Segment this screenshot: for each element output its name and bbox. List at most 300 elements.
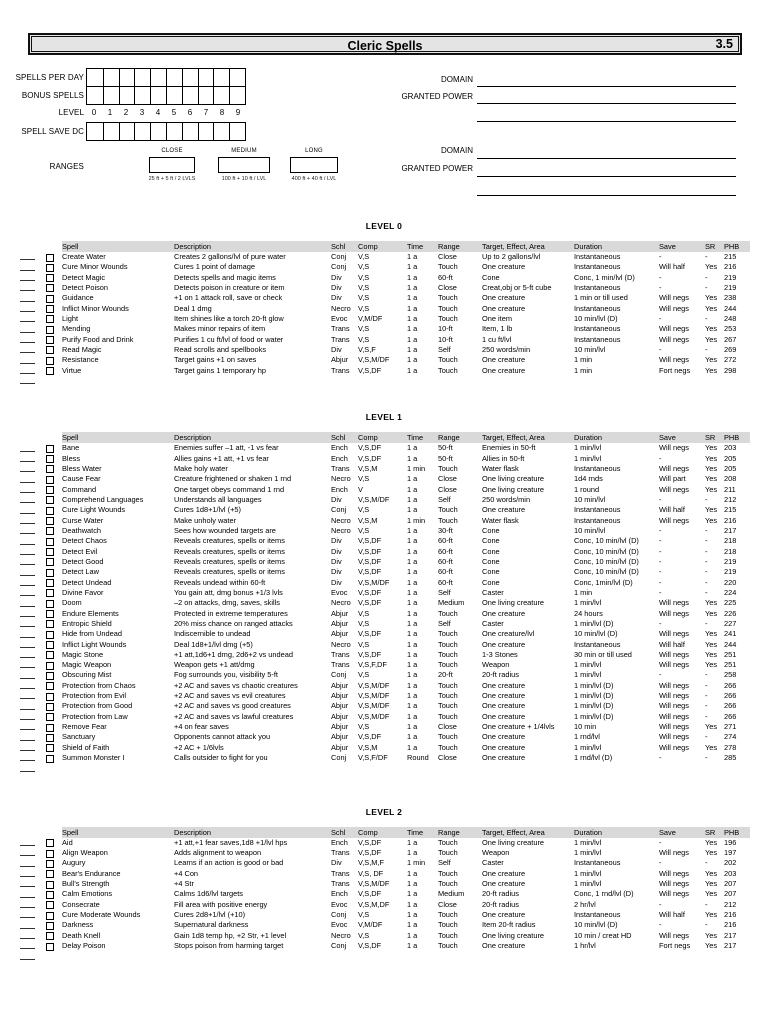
cell-phb: 212 [724,494,737,504]
cell-save: Will negs [659,598,689,608]
cell-comp: V,M/DF [358,313,383,323]
uses-line[interactable] [20,461,35,462]
prepared-checkbox[interactable] [46,367,54,375]
cell-range: Touch [438,639,458,649]
cell-description: Target gains 1 temporary hp [174,365,267,375]
cell-range: Close [438,722,457,732]
bonus-spells-box[interactable] [229,86,245,104]
cell-schl: Div [331,272,342,282]
uses-line[interactable] [20,845,35,846]
bonus-spells-box[interactable] [103,86,119,104]
cell-duration: 1 min/lvl [574,742,602,752]
bonus-spells-box[interactable] [87,86,103,104]
cell-comp: V,S [358,334,370,344]
spell-row [18,660,750,670]
uses-line[interactable] [20,928,35,929]
cell-save: Will negs [659,722,689,732]
prepared-checkbox[interactable] [46,620,54,628]
uses-line[interactable] [20,311,35,312]
uses-line[interactable] [20,688,35,689]
prepared-checkbox[interactable] [46,579,54,587]
cell-time: 1 min [407,858,426,868]
cell-target: Cone [482,272,500,282]
checkbox-cell [44,838,62,848]
prepared-checkbox[interactable] [46,357,54,365]
cell-phb: 216 [724,262,737,272]
spells-per-day-box[interactable] [103,69,119,86]
cell-sr: Yes [705,608,718,618]
cell-schl: Ench [331,484,348,494]
spell-save-dc-box[interactable] [134,123,150,140]
spell-save-dc-box[interactable] [213,123,229,140]
cell-comp: V,S [358,525,370,535]
cell-sr: Yes [705,463,718,473]
checkbox-cell [44,443,62,453]
cell-phb: 218 [724,536,737,546]
prepared-checkbox[interactable] [46,631,54,639]
granted-power-line[interactable] [477,121,736,122]
prepared-checkbox[interactable] [46,860,54,868]
prepared-checkbox[interactable] [46,713,54,721]
uses-line[interactable] [20,363,35,364]
prepared-checkbox[interactable] [46,445,54,453]
cell-description: Indiscernible to undead [174,629,251,639]
prepared-checkbox[interactable] [46,558,54,566]
spell-tables [18,221,750,962]
prepared-checkbox[interactable] [46,943,54,951]
uses-line[interactable] [20,647,35,648]
prepared-checkbox[interactable] [46,284,54,292]
prepared-checkbox[interactable] [46,305,54,313]
cell-phb: 253 [724,324,737,334]
cell-schl: Div [331,556,342,566]
cell-target: Weapon [482,660,510,670]
uses-line[interactable] [20,342,35,343]
prepared-checkbox[interactable] [46,891,54,899]
cell-sr: - [705,577,708,587]
spells-per-day-box[interactable] [166,69,182,86]
uses-line[interactable] [20,616,35,617]
uses-line[interactable] [20,595,35,596]
prepared-checkbox[interactable] [46,589,54,597]
cell-schl: Conj [331,505,347,515]
uses-line[interactable] [20,373,35,374]
cell-target: Cone [482,546,500,556]
checkbox-cell [44,701,62,711]
cell-comp: V,S,DF [358,649,382,659]
prepared-checkbox[interactable] [46,734,54,742]
cell-comp: V,S,DF [358,587,382,597]
prepared-checkbox[interactable] [46,326,54,334]
prepared-checkbox[interactable] [46,496,54,504]
prepared-checkbox[interactable] [46,569,54,577]
uses-line[interactable] [20,482,35,483]
prepared-checkbox[interactable] [46,315,54,323]
bonus-spells-box[interactable] [166,86,182,104]
spells-per-day-box[interactable] [134,69,150,86]
cell-sr: - [705,546,708,556]
bonus-spells-box[interactable] [213,86,229,104]
spells-per-day-box[interactable] [150,69,166,86]
cell-save: - [659,670,662,680]
prepared-checkbox[interactable] [46,538,54,546]
domain-label-2: DOMAIN [441,146,473,155]
cell-duration: Instantaneous [574,252,621,261]
prepared-checkbox[interactable] [46,912,54,920]
cell-comp: V,S [358,303,370,313]
cell-time: 1 a [407,848,418,858]
uses-line[interactable] [20,938,35,939]
cell-time: 1 a [407,660,418,670]
cell-time: 1 a [407,649,418,659]
cell-spell: Shield of Faith [62,742,110,752]
cell-phb: 258 [724,670,737,680]
range-box[interactable] [218,157,270,173]
cell-spell: Create Water [62,252,106,261]
cell-spell: Deathwatch [62,525,102,535]
spell-save-dc-box[interactable] [182,123,198,140]
cell-spell: Detect Poison [62,282,109,292]
uses-line-cell [18,722,44,732]
uses-line[interactable] [20,544,35,545]
uses-line[interactable] [20,533,35,534]
uses-line[interactable] [20,678,35,679]
cell-target: 20-ft radius [482,889,519,899]
uses-line[interactable] [20,740,35,741]
spells-per-day-box[interactable] [229,69,245,86]
uses-line-cell [18,712,44,722]
level-heading: LEVEL 0 [365,221,403,231]
uses-line-cell [18,345,44,355]
cell-save: - [659,556,662,566]
cell-duration: Instantaneous [574,334,621,344]
spells-per-day-box[interactable] [87,69,103,86]
prepared-checkbox[interactable] [46,651,54,659]
granted-power-line[interactable] [477,176,736,177]
uses-line[interactable] [20,301,35,302]
cell-duration: Conc, 1 rnd/lvl (D) [574,889,634,899]
uses-line-cell [18,443,44,453]
uses-line[interactable] [20,729,35,730]
uses-line[interactable] [20,523,35,524]
uses-line-cell [18,743,44,753]
prepared-checkbox[interactable] [46,517,54,525]
uses-line-cell [18,262,44,272]
uses-line[interactable] [20,959,35,960]
cell-description: Supernatural darkness [174,920,249,930]
cell-save: Will negs [659,649,689,659]
cell-save: Will negs [659,711,689,721]
cell-range: Self [438,587,451,597]
spells-per-day-label: SPELLS PER DAY [15,73,84,82]
checkbox-cell [44,858,62,868]
range-formula: 400 ft + 40 ft / LVL [291,176,337,182]
uses-line[interactable] [20,513,35,514]
prepared-checkbox[interactable] [46,932,54,940]
uses-line[interactable] [20,352,35,353]
cell-schl: Trans [331,365,350,375]
granted-power-line[interactable] [477,195,736,196]
uses-line[interactable] [20,667,35,668]
cell-save: Will negs [659,515,689,525]
uses-line[interactable] [20,771,35,772]
cell-target: 20-ft radius [482,899,519,909]
prepared-checkbox[interactable] [46,755,54,763]
bonus-spells-box[interactable] [134,86,150,104]
cell-spell: Bear's Endurance [62,868,121,878]
table-header-row [62,827,750,838]
title-bar-inner [31,36,739,52]
prepared-checkbox[interactable] [46,839,54,847]
cell-phb: 266 [724,691,737,701]
uses-line[interactable] [20,451,35,452]
prepared-checkbox[interactable] [46,346,54,354]
cell-schl: Div [331,282,342,292]
cell-duration: Instantaneous [574,910,621,920]
prepared-checkbox[interactable] [46,274,54,282]
cell-description: Reveals creatures, spells or items [174,546,285,556]
cell-range: Touch [438,711,458,721]
prepared-checkbox[interactable] [46,850,54,858]
cell-target: One creature [482,701,526,711]
cell-range: Touch [438,837,458,847]
cell-phb: 274 [724,732,737,742]
bonus-spells-box[interactable] [198,86,214,104]
prepared-checkbox[interactable] [46,724,54,732]
cell-target: One creature/lvl [482,629,535,639]
cell-range: Touch [438,515,458,525]
cell-duration: Conc, 10 min/lvl (D) [574,556,639,566]
spells-per-day-box[interactable] [198,69,214,86]
uses-line[interactable] [20,719,35,720]
cell-duration: 1 min/lvl [574,670,602,680]
prepared-checkbox[interactable] [46,870,54,878]
uses-line[interactable] [20,866,35,867]
cell-target: One creature [482,262,526,272]
spell-save-dc-box[interactable] [166,123,182,140]
cell-comp: V,S [358,262,370,272]
prepared-checkbox[interactable] [46,682,54,690]
cell-sr: - [705,494,708,504]
prepared-checkbox[interactable] [46,455,54,463]
cell-description: Reveals undead within 60-ft [174,577,266,587]
uses-line[interactable] [20,259,35,260]
uses-line[interactable] [20,492,35,493]
cell-time: 1 a [407,879,418,889]
uses-line[interactable] [20,657,35,658]
spell-save-dc-box[interactable] [87,123,103,140]
prepared-checkbox[interactable] [46,486,54,494]
prepared-checkbox[interactable] [46,672,54,680]
prepared-checkbox[interactable] [46,295,54,303]
cell-sr: - [705,753,708,763]
checkbox-cell [44,920,62,930]
cell-comp: V,S,F,DF [358,660,387,670]
uses-line[interactable] [20,709,35,710]
cell-target: Cone [482,577,500,587]
uses-line[interactable] [20,554,35,555]
level-number: 8 [219,108,225,117]
checkbox-cell [44,516,62,526]
range-box[interactable] [149,157,195,173]
uses-line[interactable] [20,585,35,586]
column-header-save: Save [659,827,676,837]
uses-line[interactable] [20,897,35,898]
prepared-checkbox[interactable] [46,610,54,618]
prepared-checkbox[interactable] [46,744,54,752]
cell-spell: Bless Water [62,463,102,473]
uses-line[interactable] [20,886,35,887]
uses-line[interactable] [20,564,35,565]
cell-phb: 219 [724,567,737,577]
uses-line-cell [18,763,44,773]
uses-line[interactable] [20,270,35,271]
cell-phb: 216 [724,910,737,920]
column-header-phb: PHB [724,242,740,251]
cell-duration: Instantaneous [574,324,621,334]
spell-save-dc-label: SPELL SAVE DC [21,127,84,136]
spell-save-dc-box[interactable] [119,123,135,140]
uses-line[interactable] [20,321,35,322]
cell-spell: Protection from Chaos [62,680,136,690]
uses-line-cell [18,889,44,899]
cell-phb: 267 [724,334,737,344]
prepared-checkbox[interactable] [46,881,54,889]
cell-sr: Yes [705,443,718,453]
uses-line-cell [18,567,44,577]
level-number: 1 [107,108,113,117]
cell-range: 10-ft [438,324,453,334]
spells-per-day-box[interactable] [119,69,135,86]
cell-target: Caster [482,587,504,597]
prepared-checkbox[interactable] [46,336,54,344]
prepared-checkbox[interactable] [46,507,54,515]
uses-line-cell [18,931,44,941]
uses-line[interactable] [20,606,35,607]
cell-phb: 225 [724,598,737,608]
checkbox-cell [44,366,62,376]
uses-line[interactable] [20,698,35,699]
spell-save-dc-box[interactable] [229,123,245,140]
cell-spell: Inflict Light Wounds [62,639,127,649]
cell-spell: Virtue [62,365,82,375]
uses-line[interactable] [20,332,35,333]
spell-save-dc-box[interactable] [103,123,119,140]
cell-comp: V,S,M [358,742,378,752]
uses-line-cell [18,335,44,345]
prepared-checkbox[interactable] [46,901,54,909]
spell-row [18,650,750,660]
cell-sr: - [705,920,708,930]
prepared-checkbox[interactable] [46,465,54,473]
spells-per-day-box[interactable] [213,69,229,86]
cell-target: One creature [482,879,526,889]
cell-spell: Mending [62,324,91,334]
prepared-checkbox[interactable] [46,922,54,930]
spells-per-day-box[interactable] [182,69,198,86]
granted-power-line[interactable] [477,103,736,104]
spell-row [18,526,750,536]
prepared-checkbox[interactable] [46,641,54,649]
cell-sr: Yes [705,660,718,670]
uses-line[interactable] [20,290,35,291]
prepared-checkbox[interactable] [46,703,54,711]
prepared-checkbox[interactable] [46,254,54,262]
prepared-checkbox[interactable] [46,548,54,556]
spell-row [18,920,750,930]
prepared-checkbox[interactable] [46,693,54,701]
uses-line-cell [18,869,44,879]
range-name: CLOSE [161,148,183,154]
domain-line[interactable] [477,158,736,159]
cell-save: Will negs [659,868,689,878]
uses-line[interactable] [20,760,35,761]
column-header-duration: Duration [574,827,602,837]
cell-comp: V,S,DF [358,443,382,453]
bonus-spells-box[interactable] [182,86,198,104]
uses-line[interactable] [20,502,35,503]
cell-phb: 269 [724,344,737,354]
uses-line[interactable] [20,917,35,918]
prepared-checkbox[interactable] [46,527,54,535]
cell-target: One creature [482,303,526,313]
uses-line-cell [18,660,44,670]
cell-spell: Death Knell [62,930,101,940]
uses-line[interactable] [20,637,35,638]
cell-comp: V,S,DF [358,848,382,858]
uses-line[interactable] [20,907,35,908]
cell-time: 1 a [407,868,418,878]
spell-row [18,879,750,889]
cell-schl: Conj [331,753,347,763]
uses-line[interactable] [20,471,35,472]
uses-line[interactable] [20,855,35,856]
spell-save-dc-box[interactable] [198,123,214,140]
prepared-checkbox[interactable] [46,600,54,608]
uses-line[interactable] [20,626,35,627]
cell-time: 1 a [407,303,418,313]
cell-save: Will negs [659,848,689,858]
cell-comp: V,S,F/DF [358,753,388,763]
bonus-spells-box[interactable] [119,86,135,104]
uses-line-cell [18,619,44,629]
checkbox-cell [44,526,62,536]
range-box[interactable] [290,157,338,173]
cell-schl: Abjur [331,629,349,639]
cell-schl: Div [331,536,342,546]
uses-line[interactable] [20,280,35,281]
prepared-checkbox[interactable] [46,662,54,670]
cell-target: Cone [482,536,500,546]
checkbox-cell [44,889,62,899]
domain-line[interactable] [477,86,736,87]
spell-save-dc-box[interactable] [150,123,166,140]
cell-description: –2 on attacks, dmg, saves, skills [174,598,280,608]
uses-line[interactable] [20,948,35,949]
uses-line[interactable] [20,575,35,576]
uses-line[interactable] [20,383,35,384]
prepared-checkbox[interactable] [46,476,54,484]
bonus-spells-box[interactable] [150,86,166,104]
spell-row [18,314,750,324]
cell-time: 1 a [407,701,418,711]
prepared-checkbox[interactable] [46,264,54,272]
uses-line[interactable] [20,876,35,877]
uses-line[interactable] [20,750,35,751]
cell-description: Protected in extreme temperatures [174,608,288,618]
cell-comp: V,S,DF [358,941,382,951]
column-header-description: Description [174,433,211,443]
